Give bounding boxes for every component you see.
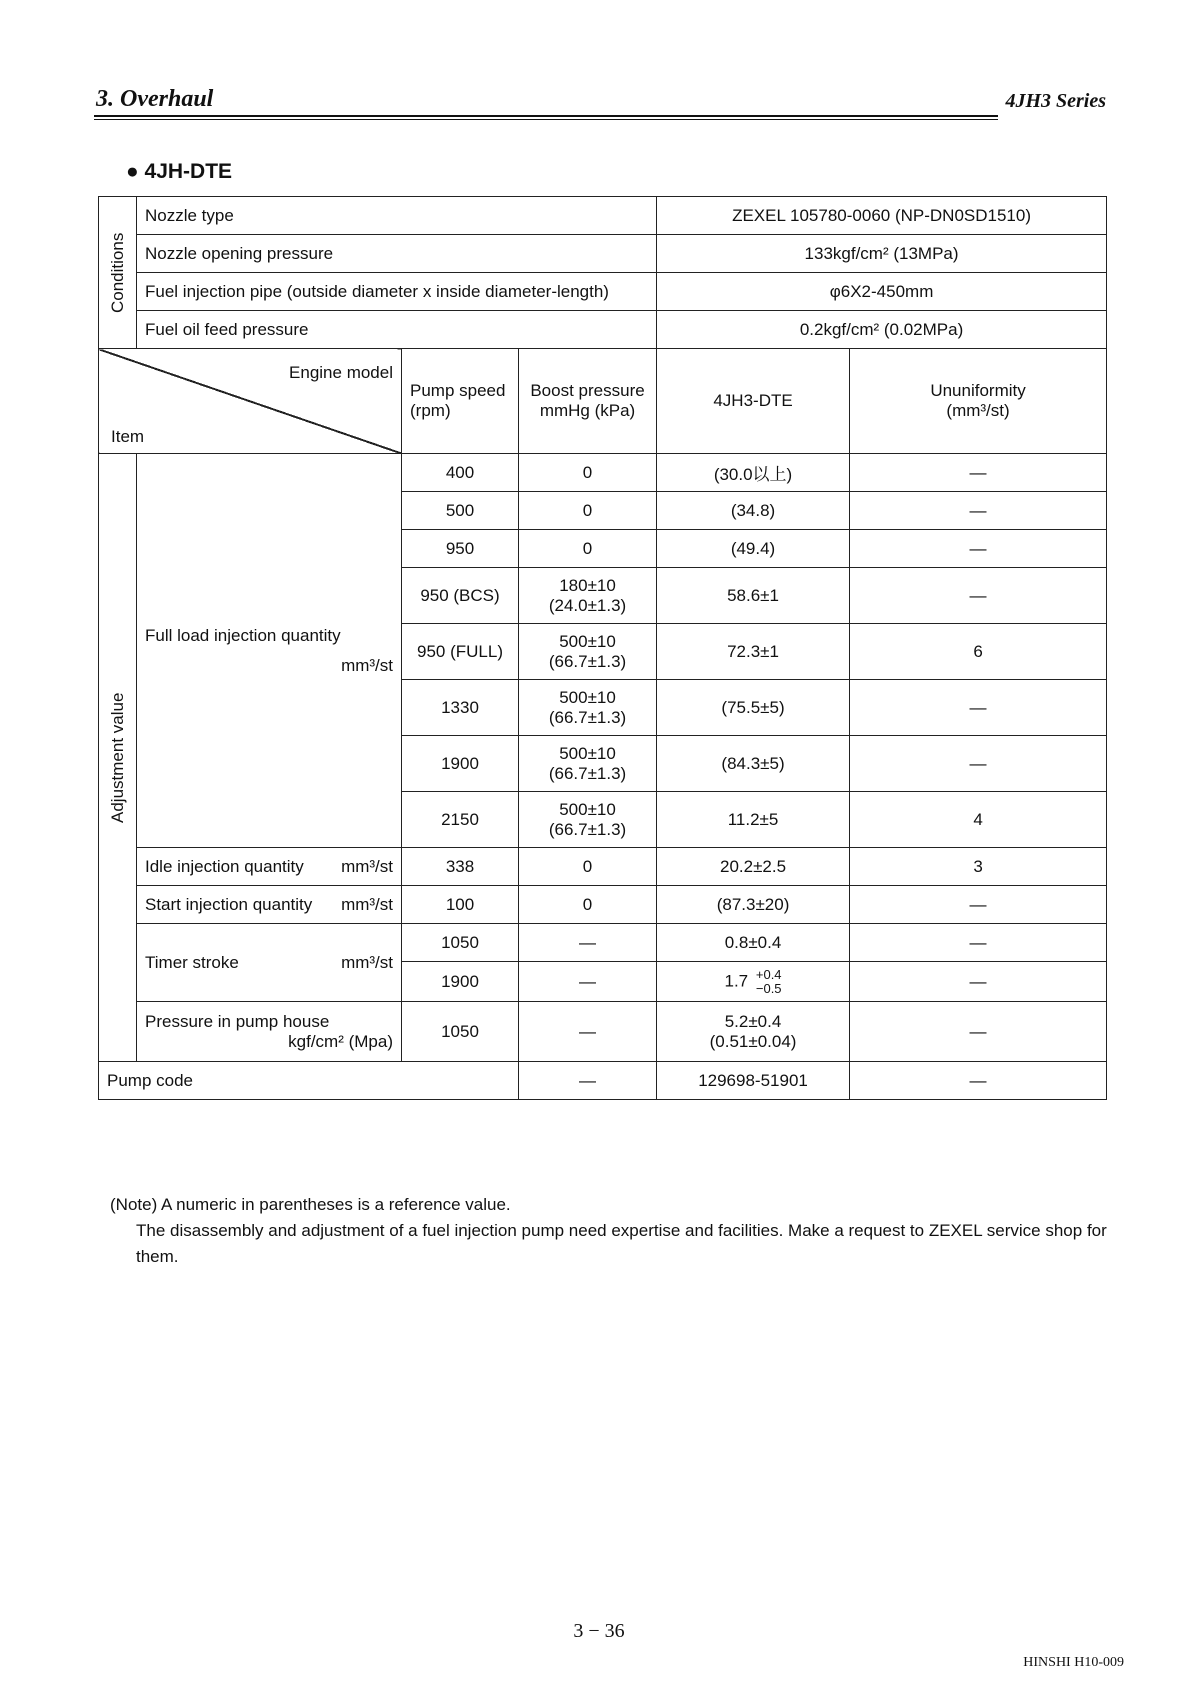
model-header: 4JH3-DTE [657, 349, 850, 454]
tolerance-minus: −0.5 [755, 980, 782, 996]
tolerance-plus: +0.4 [755, 966, 782, 982]
ununiformity-header: Ununiformity (mm³/st) [850, 349, 1107, 454]
start-label-cell [137, 886, 402, 924]
boost-cell [519, 792, 657, 848]
ununiformity-cell: — [850, 530, 1107, 568]
value-cell: (34.8) [657, 492, 850, 530]
note-line-1: (Note) A numeric in parentheses is a reference value. [110, 1195, 511, 1214]
pump-house-label-cell [137, 1002, 402, 1062]
speed-cell: 950 [402, 530, 519, 568]
conditions-label: Conditions [99, 197, 137, 349]
condition-label: Fuel oil feed pressure [137, 311, 657, 349]
speed-cell: 2150 [402, 792, 519, 848]
boost-cell [519, 736, 657, 792]
boost-cell: 0 [519, 886, 657, 924]
item-label: Item [111, 427, 145, 446]
speed-cell: 1900 [402, 962, 519, 1002]
adjustment-label: Adjustment value [99, 454, 137, 1062]
speed-cell: 400 [402, 454, 519, 492]
speed-cell: 1330 [402, 680, 519, 736]
value-cell [657, 1002, 850, 1062]
boost-line: 180±10 [559, 575, 616, 595]
speed-cell: 100 [402, 886, 519, 924]
pump-code-ununiformity: — [850, 1062, 1107, 1100]
boost-line: 500±10 [559, 743, 616, 763]
speed-cell: 1050 [402, 924, 519, 962]
ununiformity-cell: — [850, 736, 1107, 792]
speed-cell: 1900 [402, 736, 519, 792]
condition-label: Nozzle type [137, 197, 657, 235]
value-cell [657, 962, 850, 1002]
boost-cell: 0 [519, 530, 657, 568]
boost-cell [519, 624, 657, 680]
timer-unit: mm³/st [341, 952, 393, 972]
ununiformity-cell: — [850, 924, 1107, 962]
idle-label: Idle injection quantity [145, 856, 304, 876]
value-cell: 11.2±5 [657, 792, 850, 848]
full-load-cell [137, 454, 402, 848]
ununiformity-cell: 3 [850, 848, 1107, 886]
speed-cell: 500 [402, 492, 519, 530]
start-unit: mm³/st [341, 894, 393, 914]
start-label: Start injection quantity [145, 894, 313, 914]
ununiformity-cell: 4 [850, 792, 1107, 848]
full-load-unit: mm³/st [341, 655, 393, 675]
boost-line-kpa: (66.7±1.3) [548, 651, 627, 671]
condition-label: Fuel injection pipe (outside diameter x inside diameter-length) [137, 273, 657, 311]
notes [110, 1192, 1130, 1270]
diagonal-header [99, 349, 402, 454]
speed-cell: 1050 [402, 1002, 519, 1062]
section-heading: 3. Overhaul [96, 86, 214, 112]
value-base: 1.7 [724, 970, 749, 990]
note-line-2: The disassembly and adjustment of a fuel injection pump need expertise and facilities. Make a request to ZEXEL service shop for them. [136, 1221, 1107, 1266]
speed-cell: 950 (FULL) [402, 624, 519, 680]
speed-cell: 338 [402, 848, 519, 886]
ununiformity-cell: — [850, 568, 1107, 624]
value-line: 5.2±0.4 [724, 1011, 782, 1031]
condition-value: 133kgf/cm² (13MPa) [657, 235, 1107, 273]
boost-line: 500±10 [559, 687, 616, 707]
page-number: 3 − 36 [573, 1620, 625, 1642]
boost-cell [519, 680, 657, 736]
boost-line-kpa: (66.7±1.3) [548, 819, 627, 839]
value-cell: (30.0以上) [657, 454, 850, 492]
value-cell: 0.8±0.4 [657, 924, 850, 962]
ununiformity-cell: — [850, 492, 1107, 530]
timer-label-cell [137, 924, 402, 1002]
condition-label: Nozzle opening pressure [137, 235, 657, 273]
boost-cell: 0 [519, 492, 657, 530]
series-heading: 4JH3 Series [1005, 90, 1106, 112]
ununiformity-cell: — [850, 886, 1107, 924]
boost-cell: — [519, 1002, 657, 1062]
value-cell: (75.5±5) [657, 680, 850, 736]
footer-code: HINSHI H10-009 [1023, 1655, 1124, 1670]
boost-cell: — [519, 962, 657, 1002]
boost-line-kpa: (66.7±1.3) [548, 707, 627, 727]
boost-cell: 0 [519, 454, 657, 492]
page-title: ● 4JH-DTE [126, 160, 233, 183]
pump-house-label: Pressure in pump house [145, 1011, 330, 1031]
condition-value: 0.2kgf/cm² (0.02MPa) [657, 311, 1107, 349]
boost-cell: — [519, 924, 657, 962]
boost-line: 500±10 [559, 799, 616, 819]
idle-unit: mm³/st [341, 856, 393, 876]
value-cell: 72.3±1 [657, 624, 850, 680]
idle-label-cell [137, 848, 402, 886]
boost-line: 500±10 [559, 631, 616, 651]
boost-line-kpa: (66.7±1.3) [548, 763, 627, 783]
condition-value: ZEXEL 105780-0060 (NP-DN0SD1510) [657, 197, 1107, 235]
boost-cell [519, 568, 657, 624]
engine-model-label: Engine model [289, 363, 393, 382]
value-cell: 20.2±2.5 [657, 848, 850, 886]
pump-code-value: 129698-51901 [657, 1062, 850, 1100]
ununiformity-cell: — [850, 1002, 1107, 1062]
boost-cell: 0 [519, 848, 657, 886]
pump-code-boost-cell: — [519, 1062, 657, 1100]
value-cell: (49.4) [657, 530, 850, 568]
ununiformity-cell: — [850, 680, 1107, 736]
ununiformity-cell: — [850, 454, 1107, 492]
condition-value: φ6X2-450mm [657, 273, 1107, 311]
header-rule [94, 115, 998, 117]
tolerance [756, 968, 782, 996]
pump-speed-header: Pump speed (rpm) [402, 349, 519, 454]
pump-house-unit: kgf/cm² (Mpa) [288, 1031, 393, 1051]
spec-table [98, 196, 1107, 1100]
timer-label: Timer stroke [145, 952, 239, 972]
value-line-mpa: (0.51±0.04) [709, 1031, 797, 1051]
pump-code-label: Pump code [99, 1062, 519, 1100]
full-load-label: Full load injection quantity [145, 625, 341, 645]
boost-line-kpa: (24.0±1.3) [548, 595, 627, 615]
value-cell: (87.3±20) [657, 886, 850, 924]
speed-cell: 950 (BCS) [402, 568, 519, 624]
header-rule-thin [94, 119, 998, 120]
ununiformity-cell: — [850, 962, 1107, 1002]
value-cell: 58.6±1 [657, 568, 850, 624]
ununiformity-cell: 6 [850, 624, 1107, 680]
value-cell: (84.3±5) [657, 736, 850, 792]
boost-pressure-header: Boost pressure mmHg (kPa) [519, 349, 657, 454]
